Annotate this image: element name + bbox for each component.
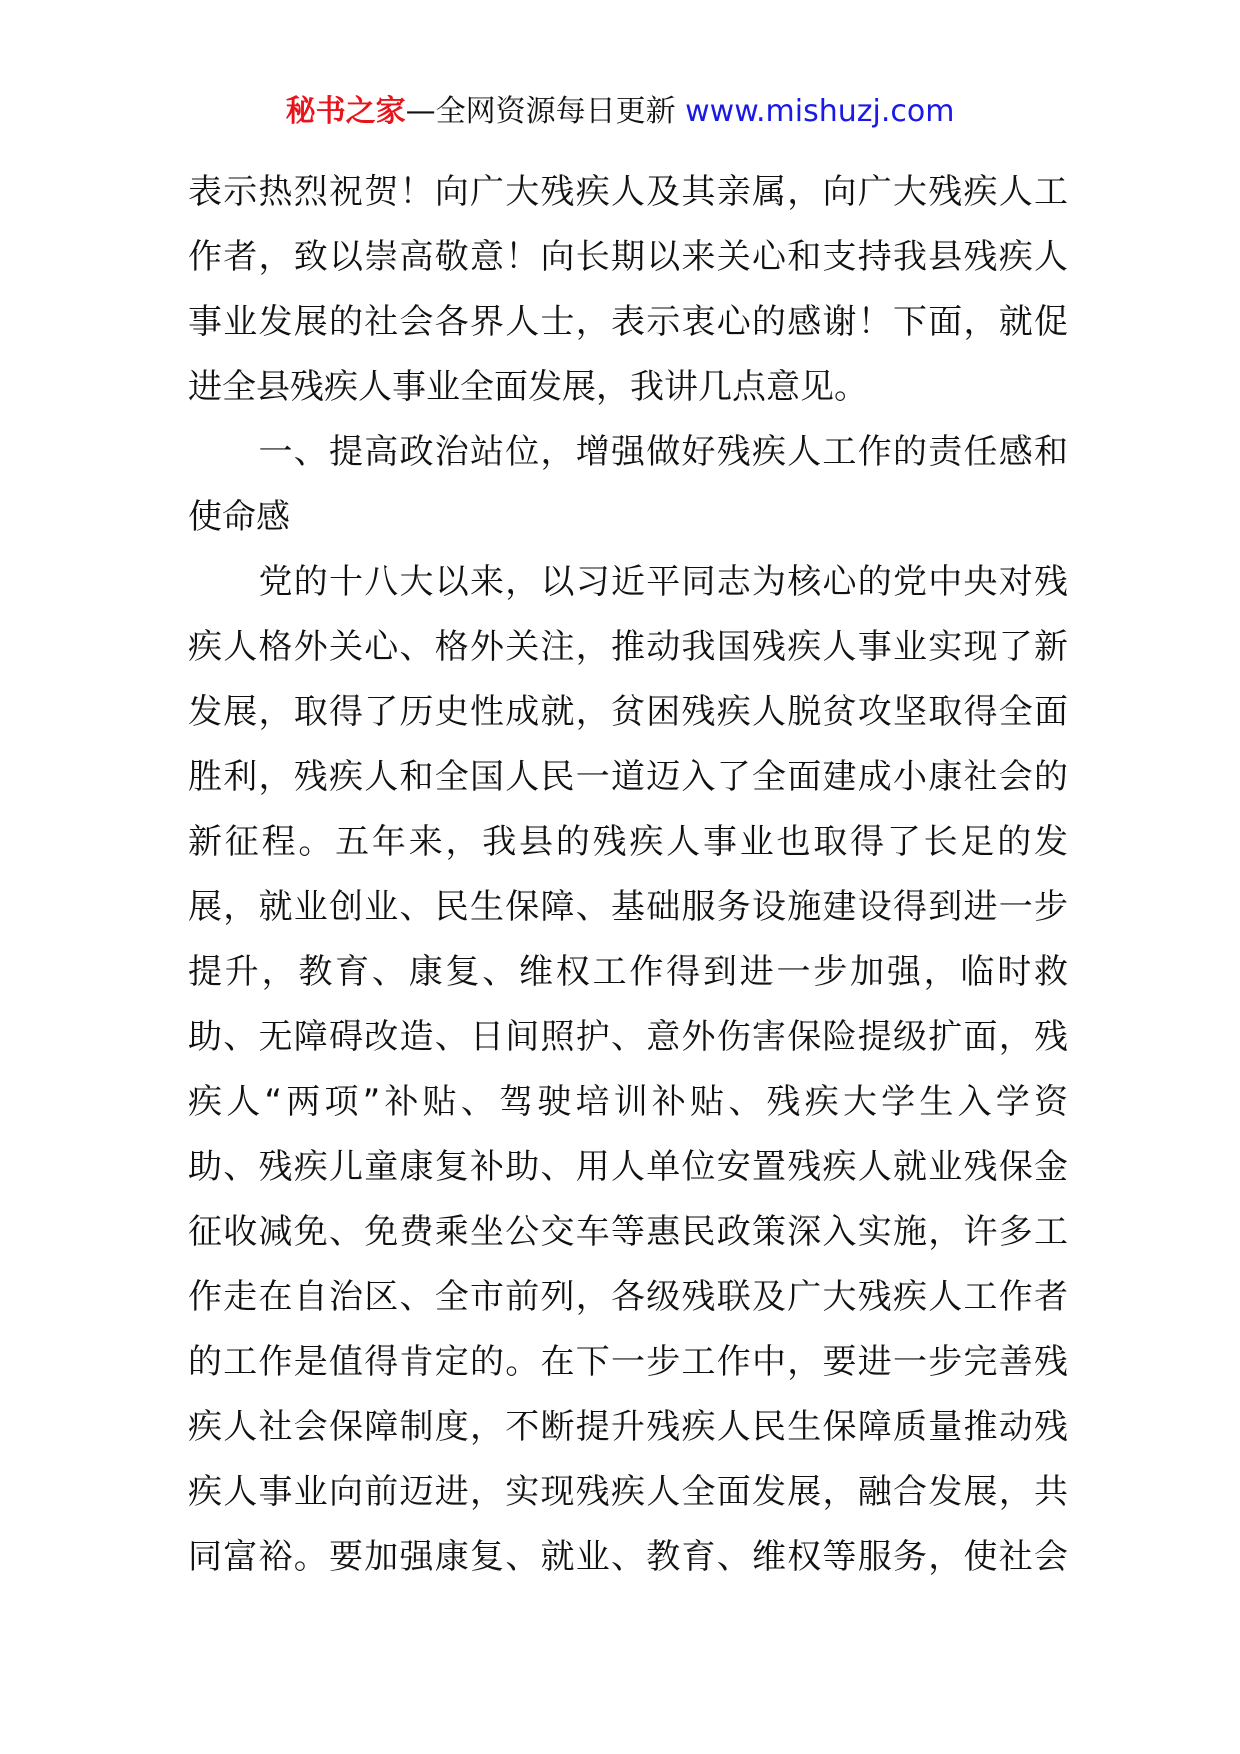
text-line: 新征程。五年来，我县的残疾人事业也取得了长足的发 xyxy=(188,822,1068,862)
text-line: 提升，教育、康复、维权工作得到进一步加强，临时救 xyxy=(188,952,1068,992)
text-line: 一、提高政治站位，增强做好残疾人工作的责任感和 xyxy=(188,432,1068,472)
text-line: 助、无障碍改造、日间照护、意外伤害保险提级扩面，残 xyxy=(188,1017,1068,1057)
header-slogan: —全网资源每日更新 xyxy=(405,94,686,129)
text-line: 疾人社会保障制度，不断提升残疾人民生保障质量推动残 xyxy=(188,1407,1068,1447)
text-line: 疾人“两项”补贴、驾驶培训补贴、残疾大学生入学资 xyxy=(188,1082,1068,1122)
text-line: 疾人事业向前迈进，实现残疾人全面发展，融合发展，共 xyxy=(188,1472,1068,1512)
text-line: 疾人格外关心、格外关注，推动我国残疾人事业实现了新 xyxy=(188,627,1068,667)
text-line: 同富裕。要加强康复、就业、教育、维权等服务，使社会 xyxy=(188,1537,1068,1577)
text-line: 党的十八大以来，以习近平同志为核心的党中央对残 xyxy=(188,562,1068,602)
brand-name: 秘书之家 xyxy=(285,94,406,129)
text-line: 进全县残疾人事业全面发展，我讲几点意见。 xyxy=(188,367,868,407)
text-line: 表示热烈祝贺！向广大残疾人及其亲属，向广大残疾人工 xyxy=(188,172,1068,212)
text-line: 作走在自治区、全市前列，各级残联及广大残疾人工作者 xyxy=(188,1277,1068,1317)
text-line: 展，就业创业、民生保障、基础服务设施建设得到进一步 xyxy=(188,887,1068,927)
text-line: 使命感 xyxy=(188,497,290,537)
text-line: 事业发展的社会各界人士，表示衷心的感谢！下面，就促 xyxy=(188,302,1068,342)
text-line: 发展，取得了历史性成就，贫困残疾人脱贫攻坚取得全面 xyxy=(188,692,1068,732)
page-header xyxy=(0,92,1240,132)
text-line: 助、残疾儿童康复补助、用人单位安置残疾人就业残保金 xyxy=(188,1147,1068,1187)
text-line: 作者，致以崇高敬意！向长期以来关心和支持我县残疾人 xyxy=(188,237,1068,277)
header-url[interactable]: www.mishuzj.com xyxy=(685,94,955,129)
document-body xyxy=(188,160,1068,1590)
text-line: 胜利，残疾人和全国人民一道迈入了全面建成小康社会的 xyxy=(188,757,1068,797)
text-line: 征收减免、免费乘坐公交车等惠民政策深入实施，许多工 xyxy=(188,1212,1068,1252)
text-line: 的工作是值得肯定的。在下一步工作中，要进一步完善残 xyxy=(188,1342,1068,1382)
